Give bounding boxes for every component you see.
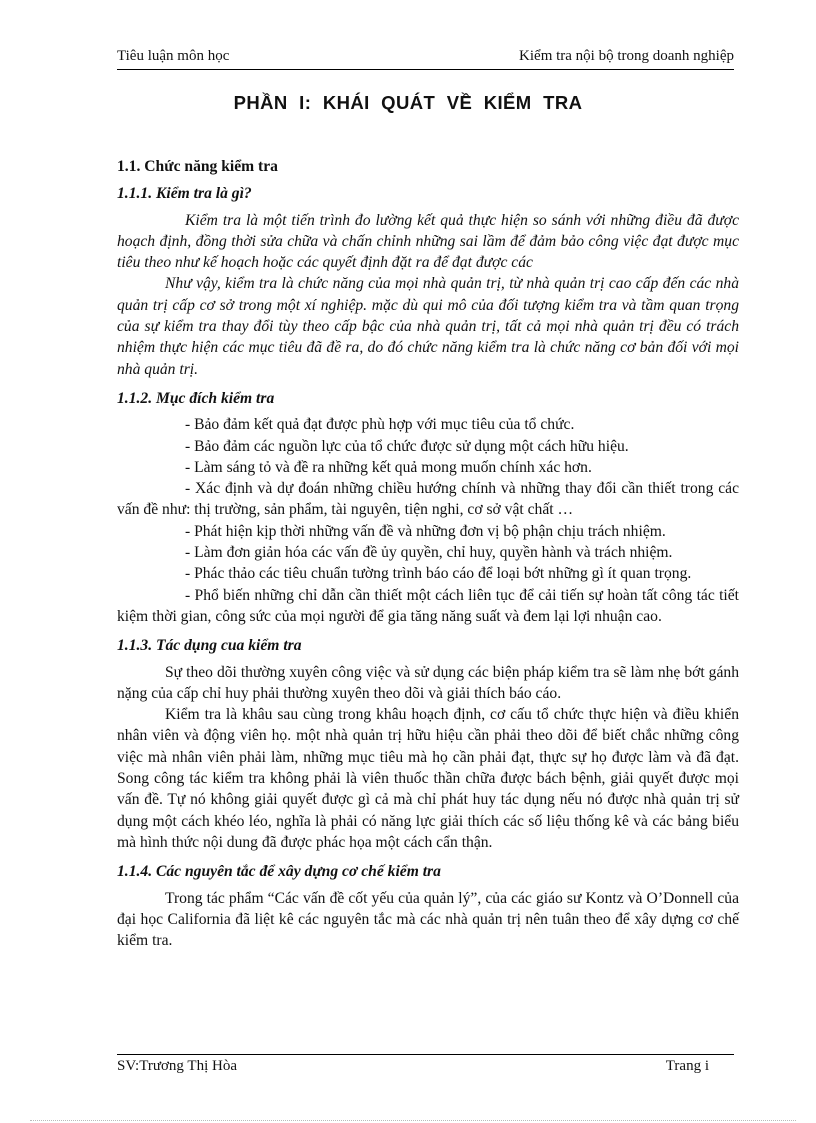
page-title: PHẦN I: KHÁI QUÁT VỀ KIỂM TRA bbox=[233, 92, 583, 113]
header-course-label: Tiêu luận môn học bbox=[117, 48, 230, 64]
list-item: - Bảo đảm kết quả đạt được phù hợp với mục tiêu của tổ chức. bbox=[185, 416, 575, 434]
paragraph: Trong tác phẩm “Các vấn đề cốt yếu của quản lý”, của các giáo sư Kontz và O’Donnell của đại học California đã liệt kê các nguyên tắc mà các nhà quản trị nên tuân theo để xây dựng cơ chế kiểm tra. bbox=[117, 889, 739, 950]
subsection-heading-1-1-1: 1.1.1. Kiểm tra là gì? bbox=[117, 185, 252, 203]
footer-divider bbox=[117, 1054, 734, 1055]
header-topic-label: Kiểm tra nội bộ trong doanh nghiệp bbox=[519, 48, 734, 64]
page-header bbox=[117, 46, 734, 68]
page-edge-divider bbox=[30, 1120, 796, 1121]
footer-author: SV:Trương Thị Hòa bbox=[117, 1058, 237, 1074]
subsection-heading-1-1-3: 1.1.3. Tác dụng cua kiểm tra bbox=[117, 637, 302, 655]
paragraph: Kiểm tra là một tiến trình đo lường kết quả thực hiện so sánh với những điều đã được hoạch định, đồng thời sửa chữa và chấn chỉnh những sai lầm để đảm bảo công việc đạt được mục tiêu theo như kế hoạch hoặc các quyết định đặt ra để đạt được các bbox=[117, 211, 739, 272]
list-item: - Bảo đảm các nguồn lực của tổ chức được sử dụng một cách hữu hiệu. bbox=[185, 437, 629, 455]
subsection-heading-1-1-4: 1.1.4. Các nguyên tắc để xây dựng cơ chế kiểm tra bbox=[117, 863, 441, 881]
subsection-heading-1-1-2: 1.1.2. Mục đích kiểm tra bbox=[117, 389, 275, 407]
paragraph: Sự theo dõi thường xuyên công việc và sử dụng các biện pháp kiểm tra sẽ làm nhẹ bớt gánh nặng của cấp chỉ huy phải thường xuyên theo dõi và giải thích báo cáo. bbox=[117, 663, 739, 702]
section-heading: 1.1. Chức năng kiểm tra bbox=[117, 158, 278, 175]
list-item: - Phổ biến những chỉ dẫn cần thiết một cách liên tục để cải tiến sự hoàn tất công tác tiết kiệm thời gian, công sức của mọi người để gia tăng năng suất và đem lại lợi nhuận cao. bbox=[117, 586, 739, 625]
list-item: - Làm sáng tỏ và đề ra những kết quả mong muốn chính xác hơn. bbox=[185, 458, 592, 476]
purpose-list bbox=[117, 414, 739, 627]
list-item: - Phát hiện kịp thời những vấn đề và những đơn vị bộ phận chịu trách nhiệm. bbox=[185, 522, 666, 540]
paragraph: Kiểm tra là khâu sau cùng trong khâu hoạch định, cơ cấu tổ chức thực hiện và điều khiển nhân viên và động viên họ. một nhà quản trị hữu hiệu cần phải theo dõi để biết chắc những công việc mà nhân viên phải làm, những mục tiêu mà họ cần phải đạt, thực sự họ được làm và đã đạt. Song công tác kiểm tra không phải là viên thuốc thần chữa được bách bệnh, giải quyết được mọi vấn đề. Tự nó không giải quyết được gì cả mà chỉ phát huy tác dụng nếu nó được nhà quản trị sử dụng một cách khéo léo, nghĩa là phải có năng lực giải thích các số liệu thống kê và các bảng biểu mà hình thức nội dung đã được phác họa một cách cẩn thận. bbox=[117, 706, 739, 851]
list-item: - Phác thảo các tiêu chuẩn tường trình báo cáo để loại bớt những gì ít quan trọng. bbox=[185, 565, 692, 583]
footer-page-number: Trang i bbox=[665, 1058, 709, 1074]
document-body bbox=[117, 156, 739, 951]
paragraph: Như vậy, kiểm tra là chức năng của mọi nhà quản trị, từ nhà quản trị cao cấp đến các nhà quản trị cấp cơ sở trong một xí nghiệp. mặc dù qui mô của đối tượng kiểm tra và tầm quan trọng của sự kiểm tra thay đổi tùy theo cấp bậc của nhà quản trị, tất cả mọi nhà quản trị đều có trách nhiệm thực hiện các mục tiêu đã đề ra, do đó chức năng kiểm tra là chức năng cơ bản đối với mọi nhà quản trị. bbox=[117, 275, 739, 378]
list-item: - Làm đơn giản hóa các vấn đề ủy quyền, chỉ huy, quyền hành và trách nhiệm. bbox=[185, 544, 673, 562]
header-divider bbox=[117, 69, 734, 70]
list-item: - Xác định và dự đoán những chiều hướng chính và những thay đổi cần thiết trong các vấn đề như: thị trường, sản phẩm, tài nguyên, tiện nghi, cơ sở vật chất … bbox=[117, 480, 739, 519]
